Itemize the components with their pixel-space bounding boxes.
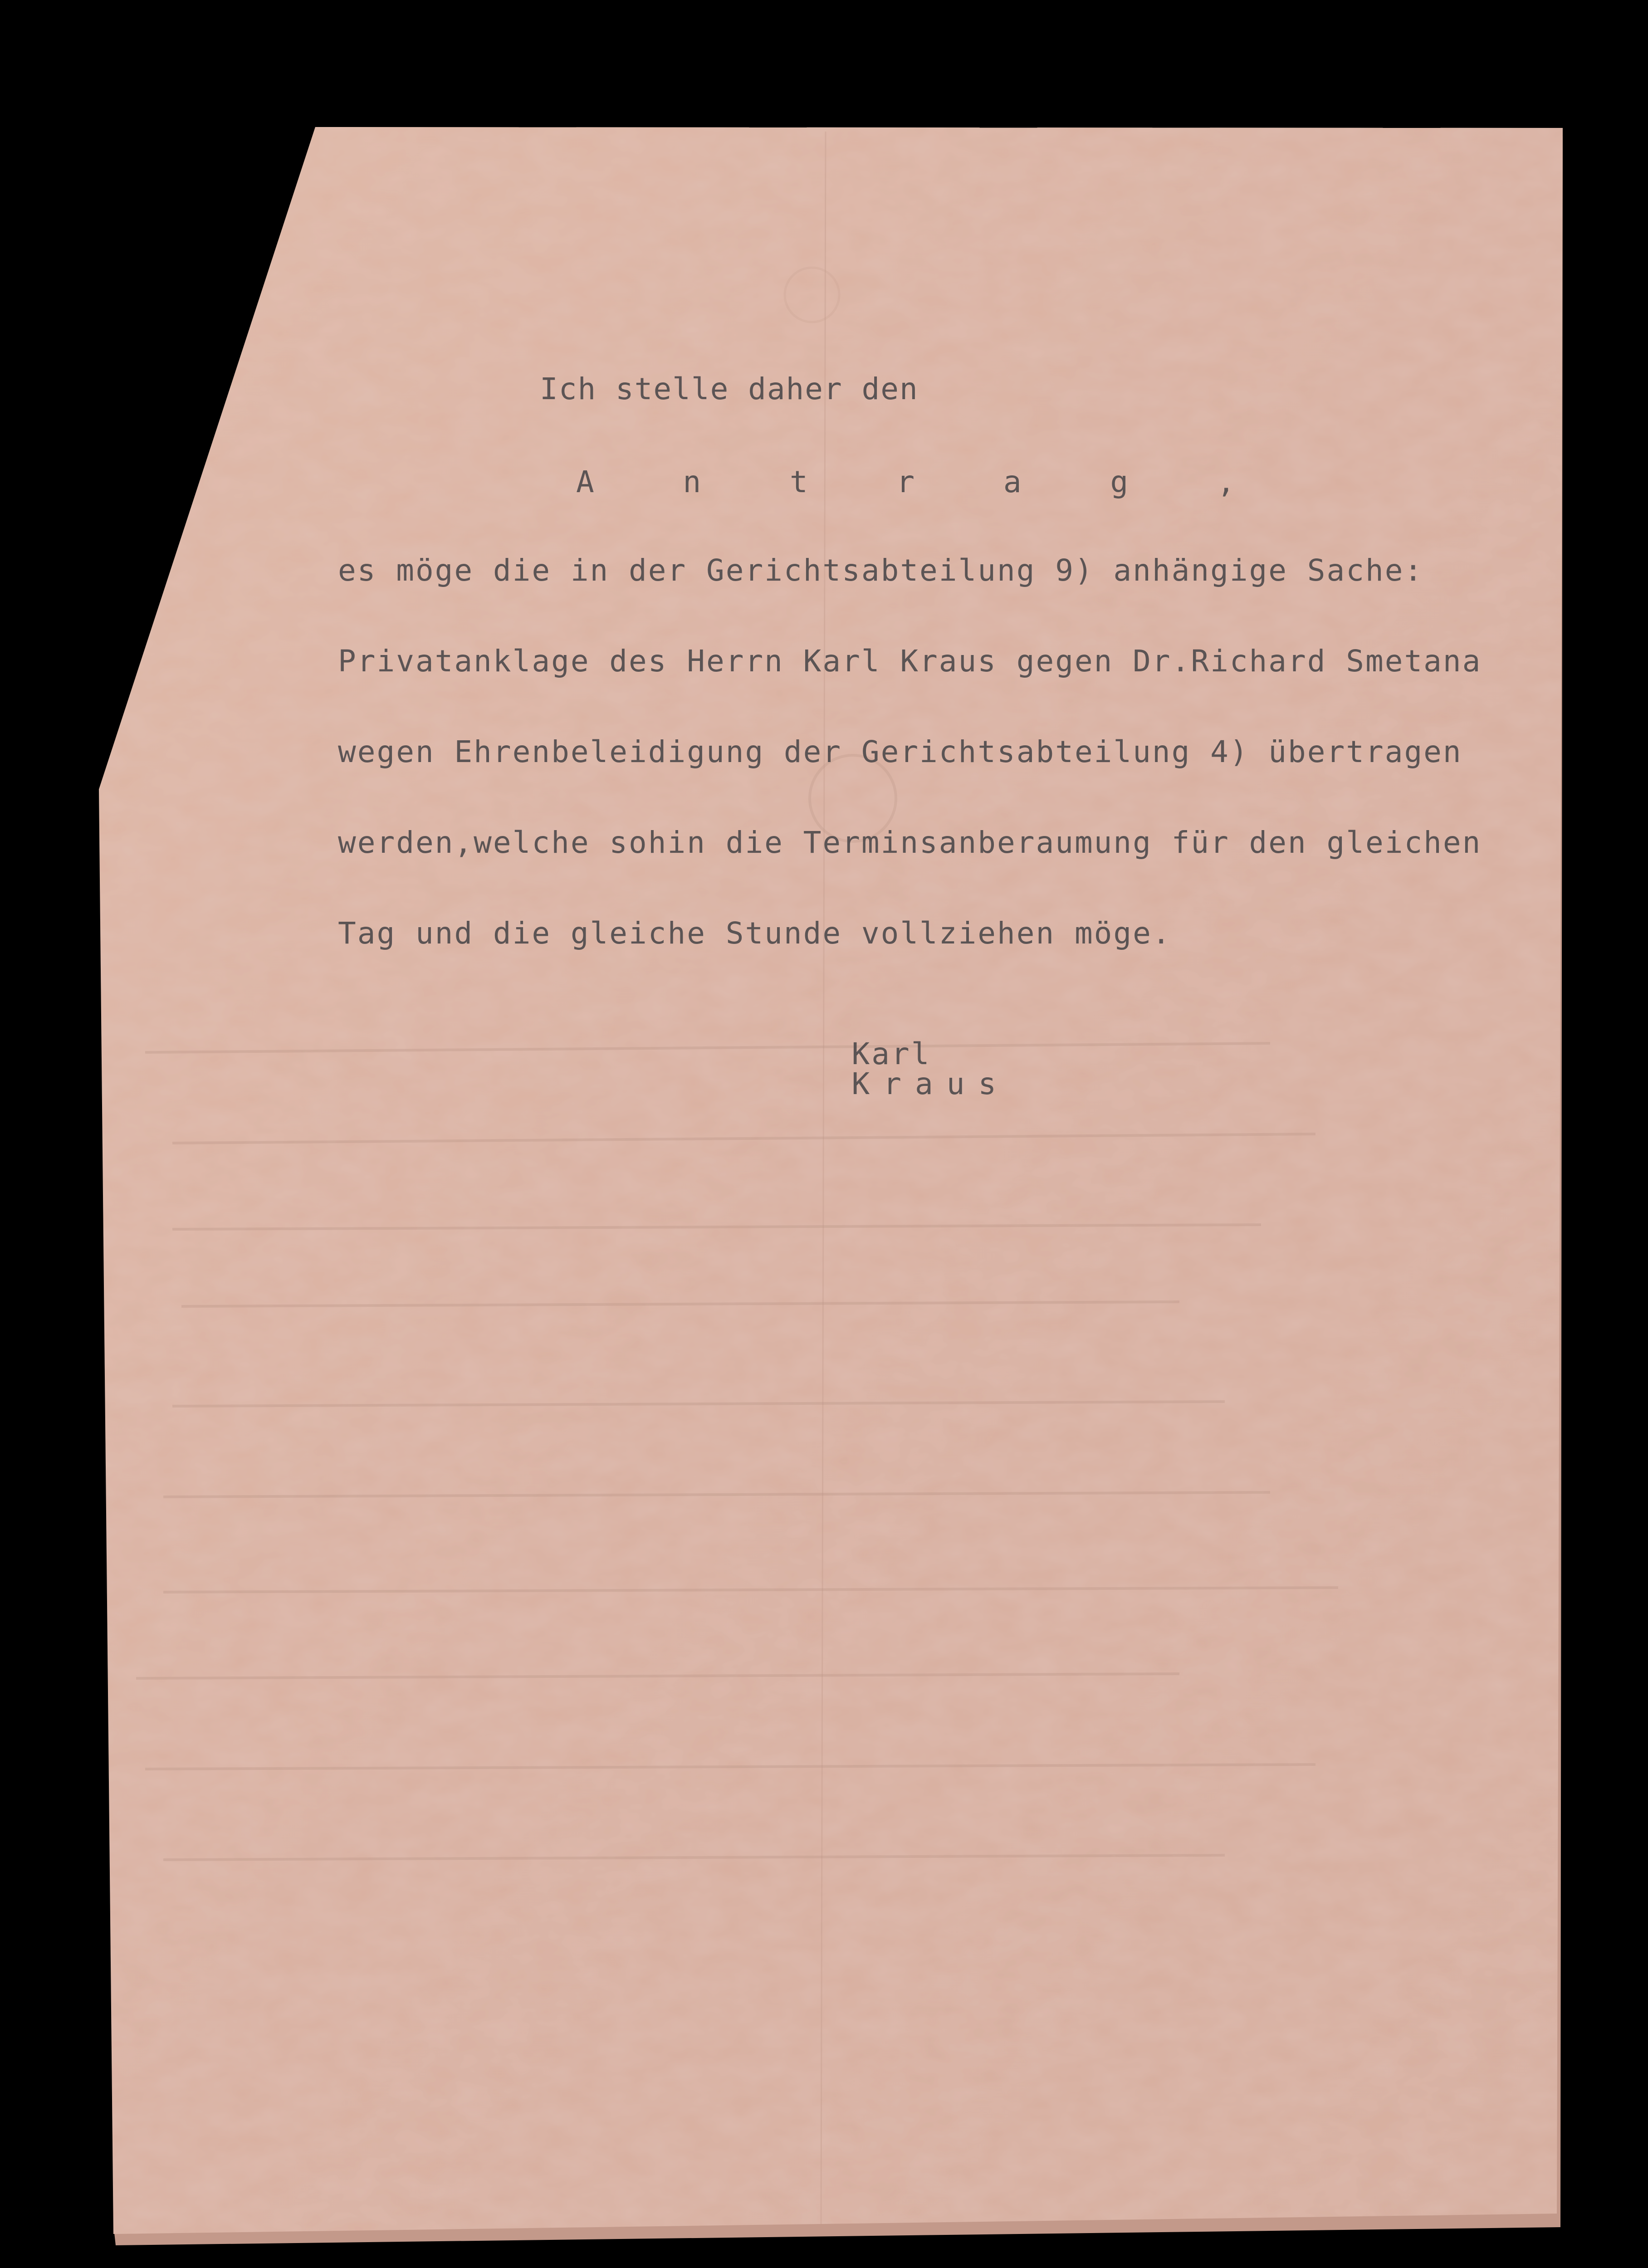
typed-line-4: werden,welche sohin die Terminsanberaumung für den gleichen (338, 825, 1482, 860)
typed-line-3: wegen Ehrenbeleidigung der Gerichtsabteilung 4) übertragen (338, 734, 1462, 769)
typed-signature (812, 1009, 1010, 1099)
signature-first-name: Karl (851, 1036, 931, 1071)
typed-line-intro: Ich stelle daher den (540, 371, 919, 406)
signature-last-name: Kraus (851, 1066, 1010, 1101)
typed-line-2: Privatanklage des Herrn Karl Kraus gegen Dr.Richard Smetana (338, 644, 1482, 679)
typed-line-5: Tag und die gleiche Stunde vollziehen möge. (338, 916, 1172, 951)
typed-line-1: es möge die in der Gerichtsabteilung 9) anhängige Sache: (338, 553, 1424, 588)
typed-heading-antrag: A n t r a g , (576, 464, 1271, 499)
